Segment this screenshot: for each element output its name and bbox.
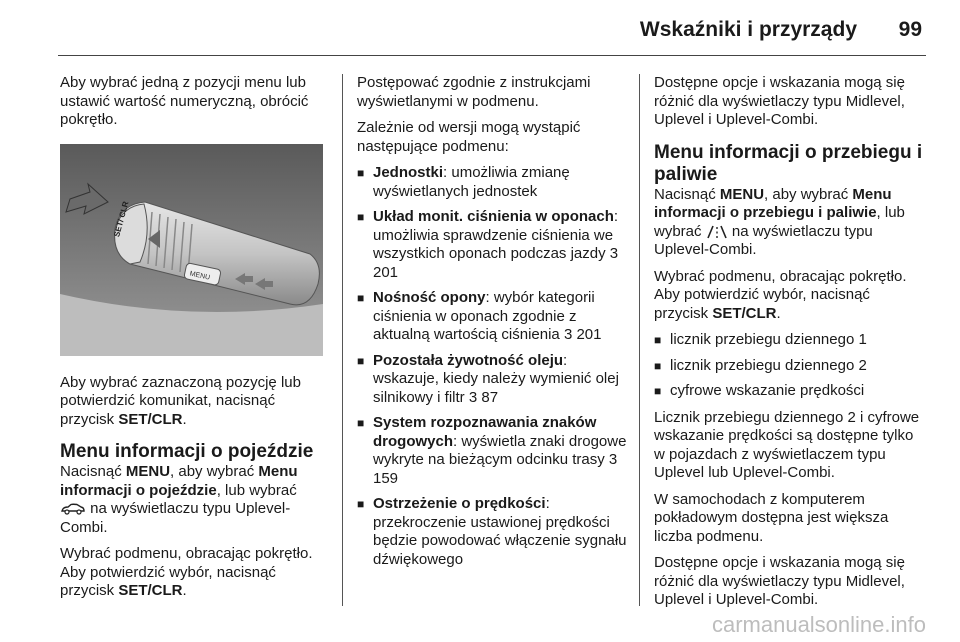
list-item: ■ cyfrowe wskazanie prędkości bbox=[654, 382, 926, 401]
menu-name: Menu informacji o przebiegu i paliwie bbox=[654, 185, 892, 221]
column-3 bbox=[654, 74, 926, 618]
list-item: ■ licznik przebiegu dziennego 1 bbox=[654, 331, 926, 350]
paragraph: Zależnie od wersji mogą wystąpić następujące podmenu: bbox=[357, 119, 581, 155]
list-item: ■ Układ monit. ciśnienia w oponach: umożliwia sprawdzenie ciśnienia we wszystkich oponach podczas jazdy 3 201 bbox=[357, 208, 629, 282]
page-reference: 3 201 bbox=[373, 245, 619, 281]
key-label: SET/CLR bbox=[118, 582, 183, 599]
paragraph: Nacisnąć MENU, aby wybrać Menu informacji o pojeździe, lub wybrać na wyświetlaczu typu Uplevel-Combi. bbox=[60, 463, 298, 536]
submenu-list bbox=[357, 164, 629, 569]
page-reference: 3 87 bbox=[468, 388, 499, 406]
page-title: Wskaźniki i przyrządy bbox=[639, 18, 857, 41]
paragraph: Dostępne opcje i wskazania mogą się różnić dla wyświetlaczy typu Midlevel, Uplevel i Uplevel-Combi. bbox=[654, 554, 905, 608]
paragraph: Licznik przebiegu dziennego 2 i cyfrowe wskazanie prędkości są dostępne tylko w pojazdach z wyświetlaczem typu Uplevel lub Uplevel-Combi. bbox=[654, 408, 920, 481]
page-header bbox=[0, 0, 960, 60]
key-label: SET/CLR bbox=[712, 304, 777, 322]
paragraph: Wybrać podmenu, obracając pokrętło. Aby potwierdzić wybór, nacisnąć przycisk SET/CLR. bbox=[654, 267, 907, 322]
header-divider bbox=[58, 55, 926, 56]
list-item: ■ Ostrzeżenie o prędkości: przekroczenie ustawionej prędkości będzie powodować włączenie sygnału dźwiękowego bbox=[357, 495, 629, 569]
set-clr-label: SET/ CLR bbox=[112, 199, 131, 238]
section-heading: Menu informacji o pojeździe bbox=[60, 441, 314, 462]
column-divider bbox=[639, 74, 640, 606]
road-icon bbox=[706, 225, 728, 239]
menu-name: Menu informacji o pojeździe bbox=[60, 463, 298, 499]
column-1 bbox=[60, 74, 328, 609]
list-item: ■ Nośność opony: wybór kategorii ciśnienia w oponach zgodnie z aktualną wartością ciśnienia 3 201 bbox=[357, 289, 629, 345]
paragraph: Aby wybrać jedną z pozycji menu lub ustawić wartość numeryczną, obrócić pokrętło. bbox=[60, 74, 309, 128]
column-2 bbox=[357, 74, 629, 577]
key-label: MENU bbox=[125, 463, 171, 480]
list-item: ■ licznik przebiegu dziennego 2 bbox=[654, 357, 926, 376]
submenu-list bbox=[654, 331, 926, 401]
key-label: SET/CLR bbox=[118, 410, 183, 428]
paragraph: Aby wybrać zaznaczoną pozycję lub potwierdzić komunikat, nacisnąć przycisk SET/CLR. bbox=[60, 373, 301, 428]
list-item: ■ System rozpoznawania znaków drogowych: wyświetla znaki drogowe wykryte na bieżącym odcinku trasy 3 159 bbox=[357, 414, 629, 488]
paragraph: Postępować zgodnie z instrukcjami wyświetlanymi w podmenu. bbox=[357, 74, 591, 110]
page-number: 99 bbox=[898, 18, 922, 41]
page-reference: 3 159 bbox=[373, 451, 618, 487]
list-item: ■ Pozostała żywotność oleju: wskazuje, kiedy należy wymienić olej silnikowy i filtr 3 87 bbox=[357, 352, 629, 408]
watermark: carmanualsonline.info bbox=[711, 612, 926, 637]
list-item: ■ Jednostki: umożliwia zmianę wyświetlanych jednostek bbox=[357, 164, 629, 201]
menu-button-label: MENU bbox=[189, 270, 211, 282]
page-reference: 3 201 bbox=[563, 326, 602, 343]
section-heading: Menu informacji o przebiegu i paliwie bbox=[654, 141, 923, 185]
paragraph: Wybrać podmenu, obracając pokrętło. Aby potwierdzić wybór, nacisnąć przycisk SET/CLR. bbox=[60, 545, 313, 599]
key-label: MENU bbox=[719, 185, 765, 203]
paragraph: Nacisnąć MENU, aby wybrać Menu informacji o przebiegu i paliwie, lub wybrać na wyświetlaczu typu Uplevel-Combi. bbox=[654, 185, 905, 258]
car-icon bbox=[60, 503, 86, 515]
paragraph: Dostępne opcje i wskazania mogą się różnić dla wyświetlaczy typu Midlevel, Uplevel i Uplevel-Combi. bbox=[654, 74, 905, 128]
column-divider bbox=[342, 74, 343, 606]
paragraph: W samochodach z komputerem pokładowym dostępna jest większa liczba podmenu. bbox=[654, 490, 889, 545]
stalk-control-illustration bbox=[60, 144, 323, 356]
